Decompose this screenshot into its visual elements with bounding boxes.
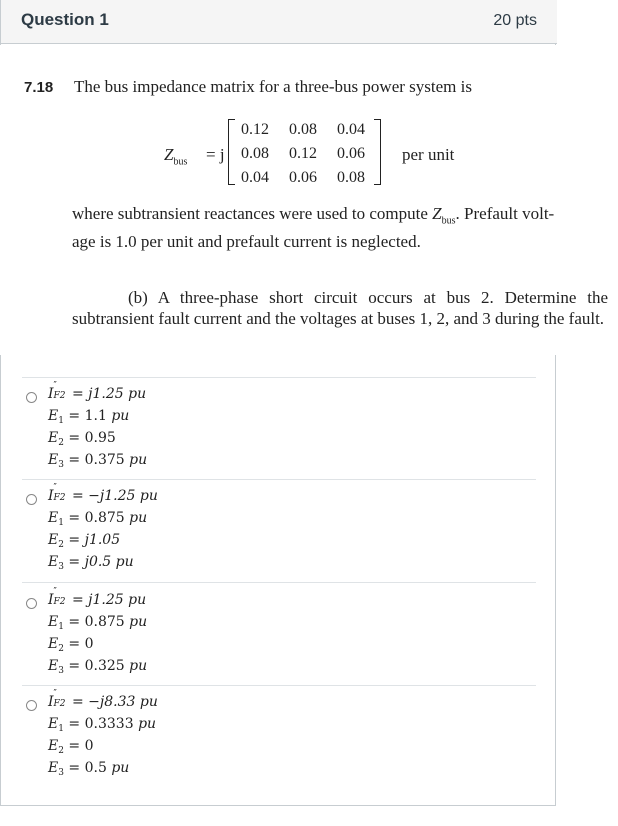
option-voltage-e3: $E_3 = j0.5$ pu bbox=[48, 554, 134, 572]
zbus-symbol: $Z_{bus}$ bbox=[164, 145, 188, 168]
option-fault-current: I ″ F2 = j1.25 pu bbox=[48, 381, 147, 402]
divider bbox=[22, 582, 536, 583]
question-title: Question 1 bbox=[21, 10, 109, 29]
impedance-matrix-equation bbox=[164, 117, 484, 193]
part-b-question: (b) A three-phase short circuit occurs at bus 2. Determine the subtransient fault current and the voltages at buses 1, 2, and 3 during the fault. bbox=[72, 288, 608, 328]
matrix-cell: 0.08 bbox=[241, 145, 269, 162]
matrix-cell: 0.06 bbox=[289, 169, 317, 186]
problem-statement: The bus impedance matrix for a three-bus power system is bbox=[74, 77, 472, 96]
option-voltage-e1: $E_1 = 1.1$ pu bbox=[48, 408, 130, 426]
matrix-cell: 0.08 bbox=[337, 169, 365, 186]
option-voltage-e1: $E_1 = 0.3333$ pu bbox=[48, 716, 157, 734]
option-voltage-e3: $E_3 = 0.325$ pu bbox=[48, 658, 148, 676]
question-header bbox=[1, 0, 557, 44]
option-voltage-e2: $E_2 = 0.95$ bbox=[48, 430, 116, 448]
option-voltage-e2: $E_2 = j1.05$ bbox=[48, 532, 121, 550]
radio-button[interactable] bbox=[26, 494, 37, 505]
matrix-cell: 0.08 bbox=[289, 121, 317, 138]
option-voltage-e3: $E_3 = 0.5$ pu bbox=[48, 760, 130, 778]
divider bbox=[22, 479, 536, 480]
matrix-cell: 0.12 bbox=[241, 121, 269, 138]
question-points: 20 pts bbox=[493, 12, 537, 29]
option-voltage-e3: $E_3 = 0.375$ pu bbox=[48, 452, 148, 470]
matrix-cell: 0.12 bbox=[289, 145, 317, 162]
unit-label: per unit bbox=[402, 145, 455, 164]
matrix-cell: 0.06 bbox=[337, 145, 365, 162]
matrix-cell: 0.04 bbox=[337, 121, 365, 138]
equals-j: = j bbox=[206, 145, 225, 164]
divider bbox=[22, 377, 536, 378]
radio-button[interactable] bbox=[26, 700, 37, 711]
divider bbox=[22, 685, 536, 686]
radio-button[interactable] bbox=[26, 392, 37, 403]
option-voltage-e1: $E_1 = 0.875$ pu bbox=[48, 614, 148, 632]
option-fault-current: I ″ F2 = −j1.25 pu bbox=[48, 483, 158, 504]
matrix-right-bracket bbox=[374, 119, 381, 185]
option-voltage-e2: $E_2 = 0$ bbox=[48, 738, 94, 756]
matrix-cell: 0.04 bbox=[241, 169, 269, 186]
option-voltage-e2: $E_2 = 0$ bbox=[48, 636, 94, 654]
option-fault-current: I ″ F2 = −j8.33 pu bbox=[48, 689, 158, 710]
radio-button[interactable] bbox=[26, 598, 37, 609]
option-fault-current: I ″ F2 = j1.25 pu bbox=[48, 587, 147, 608]
problem-number: 7.18 bbox=[24, 79, 54, 96]
option-voltage-e1: $E_1 = 0.875$ pu bbox=[48, 510, 148, 528]
problem-text bbox=[0, 45, 618, 355]
prefault-conditions: where subtransient reactances were used to compute $Z_{bus}$. Prefault volt- age is 1.0 per unit and prefault current is neglected. bbox=[72, 204, 555, 252]
